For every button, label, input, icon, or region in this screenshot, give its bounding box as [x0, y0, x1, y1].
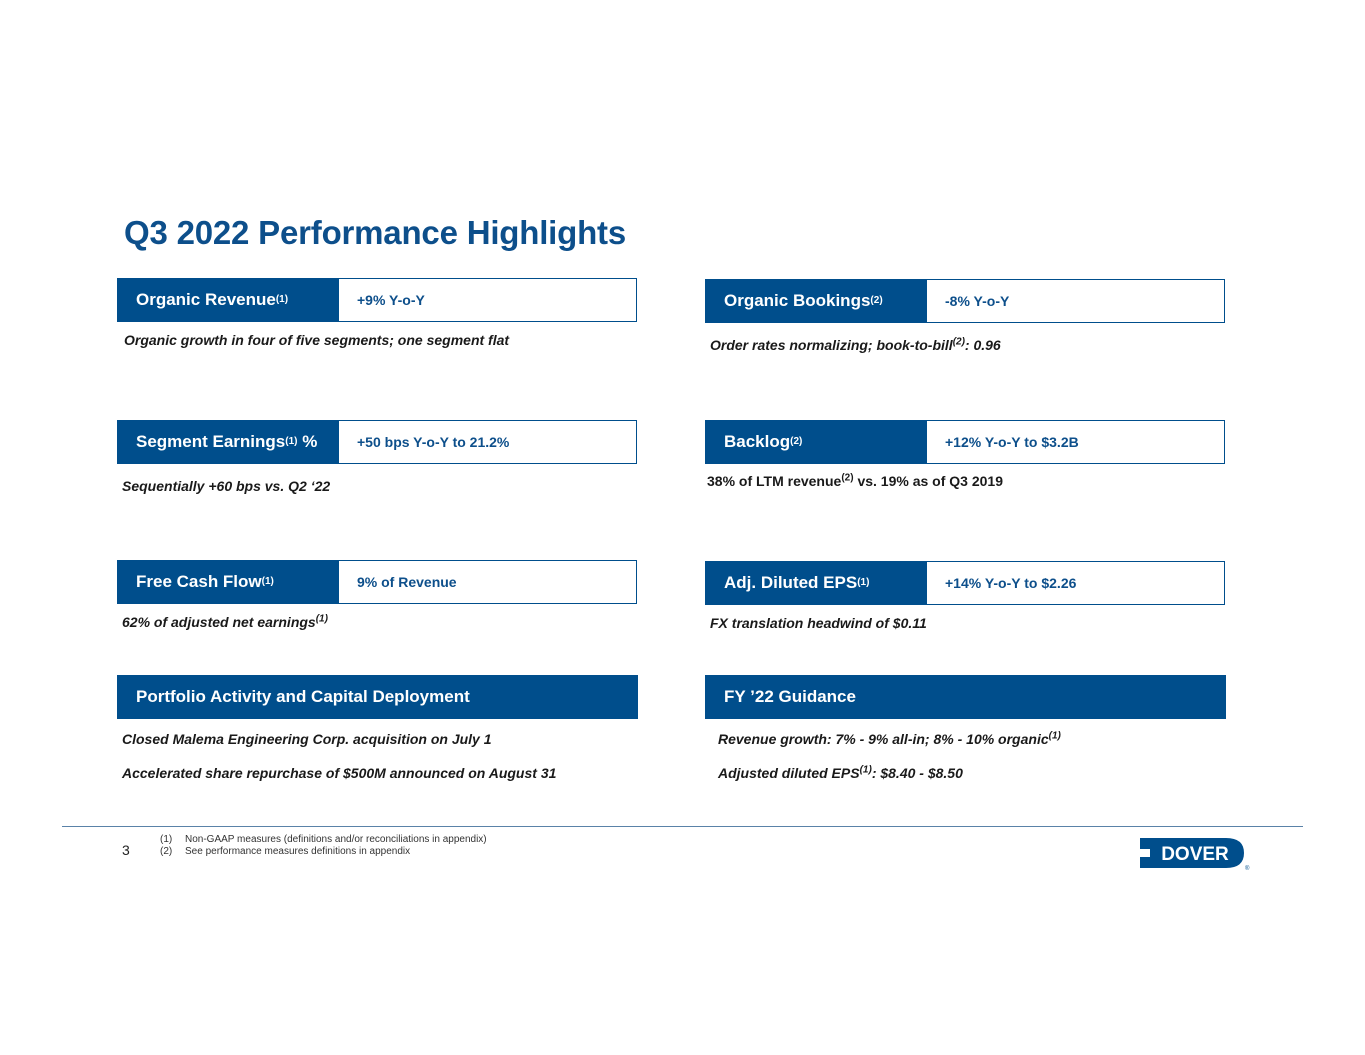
portfolio-line-2: Accelerated share repurchase of $500M announced on August 31 [122, 765, 557, 781]
kpi-label: Adj. Diluted EPS (1) [705, 561, 927, 605]
guidance-header: FY ’22 Guidance [705, 675, 1226, 719]
kpi-note: Order rates normalizing; book-to-bill$^{(2)}$: 0.96 [710, 336, 1001, 353]
kpi-value: +14% Y-o-Y to $2.26 [927, 561, 1225, 605]
kpi-value: 9% of Revenue [339, 560, 637, 604]
kpi-segment-earnings [117, 420, 637, 464]
kpi-label: Segment Earnings (1) % [117, 420, 339, 464]
kpi-note: FX translation headwind of $0.11 [710, 615, 927, 631]
portfolio-header: Portfolio Activity and Capital Deployment [117, 675, 638, 719]
logo-text: DOVER [1161, 844, 1229, 865]
logo-registered-mark: ® [1245, 866, 1250, 872]
kpi-label: Backlog (2) [705, 420, 927, 464]
footer-divider [62, 826, 1303, 827]
kpi-note: Sequentially +60 bps vs. Q2 ‘22 [122, 478, 331, 494]
kpi-adj-diluted-eps [705, 561, 1225, 605]
portfolio-line-1: Closed Malema Engineering Corp. acquisition on July 1 [122, 731, 492, 747]
kpi-value: +50 bps Y-o-Y to 21.2% [339, 420, 637, 464]
kpi-organic-bookings [705, 279, 1225, 323]
footnote-1: (1) Non-GAAP measures (definitions and/or reconciliations in appendix) [160, 834, 487, 845]
kpi-free-cash-flow [117, 560, 637, 604]
kpi-label: Organic Bookings (2) [705, 279, 927, 323]
page-title: Q3 2022 Performance Highlights [124, 214, 627, 251]
kpi-value: +12% Y-o-Y to $3.2B [927, 420, 1225, 464]
page-number: 3 [122, 842, 130, 858]
kpi-note: 38% of LTM revenue$^{(2)}$ vs. 19% as of Q3 2019 [707, 472, 1003, 489]
kpi-value: -8% Y-o-Y [927, 279, 1225, 323]
kpi-note: Organic growth in four of five segments; one segment flat [124, 332, 510, 348]
kpi-organic-revenue [117, 278, 637, 322]
guidance-line-1: Revenue growth: 7% - 9% all-in; 8% - 10% organic$^{(1)}$ [718, 730, 1061, 747]
kpi-label: Free Cash Flow (1) [117, 560, 339, 604]
footnote-2: (2) See performance measures definitions in appendix [160, 846, 411, 857]
kpi-backlog [705, 420, 1225, 464]
kpi-value: +9% Y-o-Y [339, 278, 637, 322]
kpi-label: Organic Revenue (1) [117, 278, 339, 322]
kpi-note: 62% of adjusted net earnings$^{(1)}$ [122, 613, 328, 630]
dover-logo [1140, 835, 1248, 871]
guidance-line-2: Adjusted diluted EPS$^{(1)}$: $8.40 - $8.50 [718, 764, 963, 781]
